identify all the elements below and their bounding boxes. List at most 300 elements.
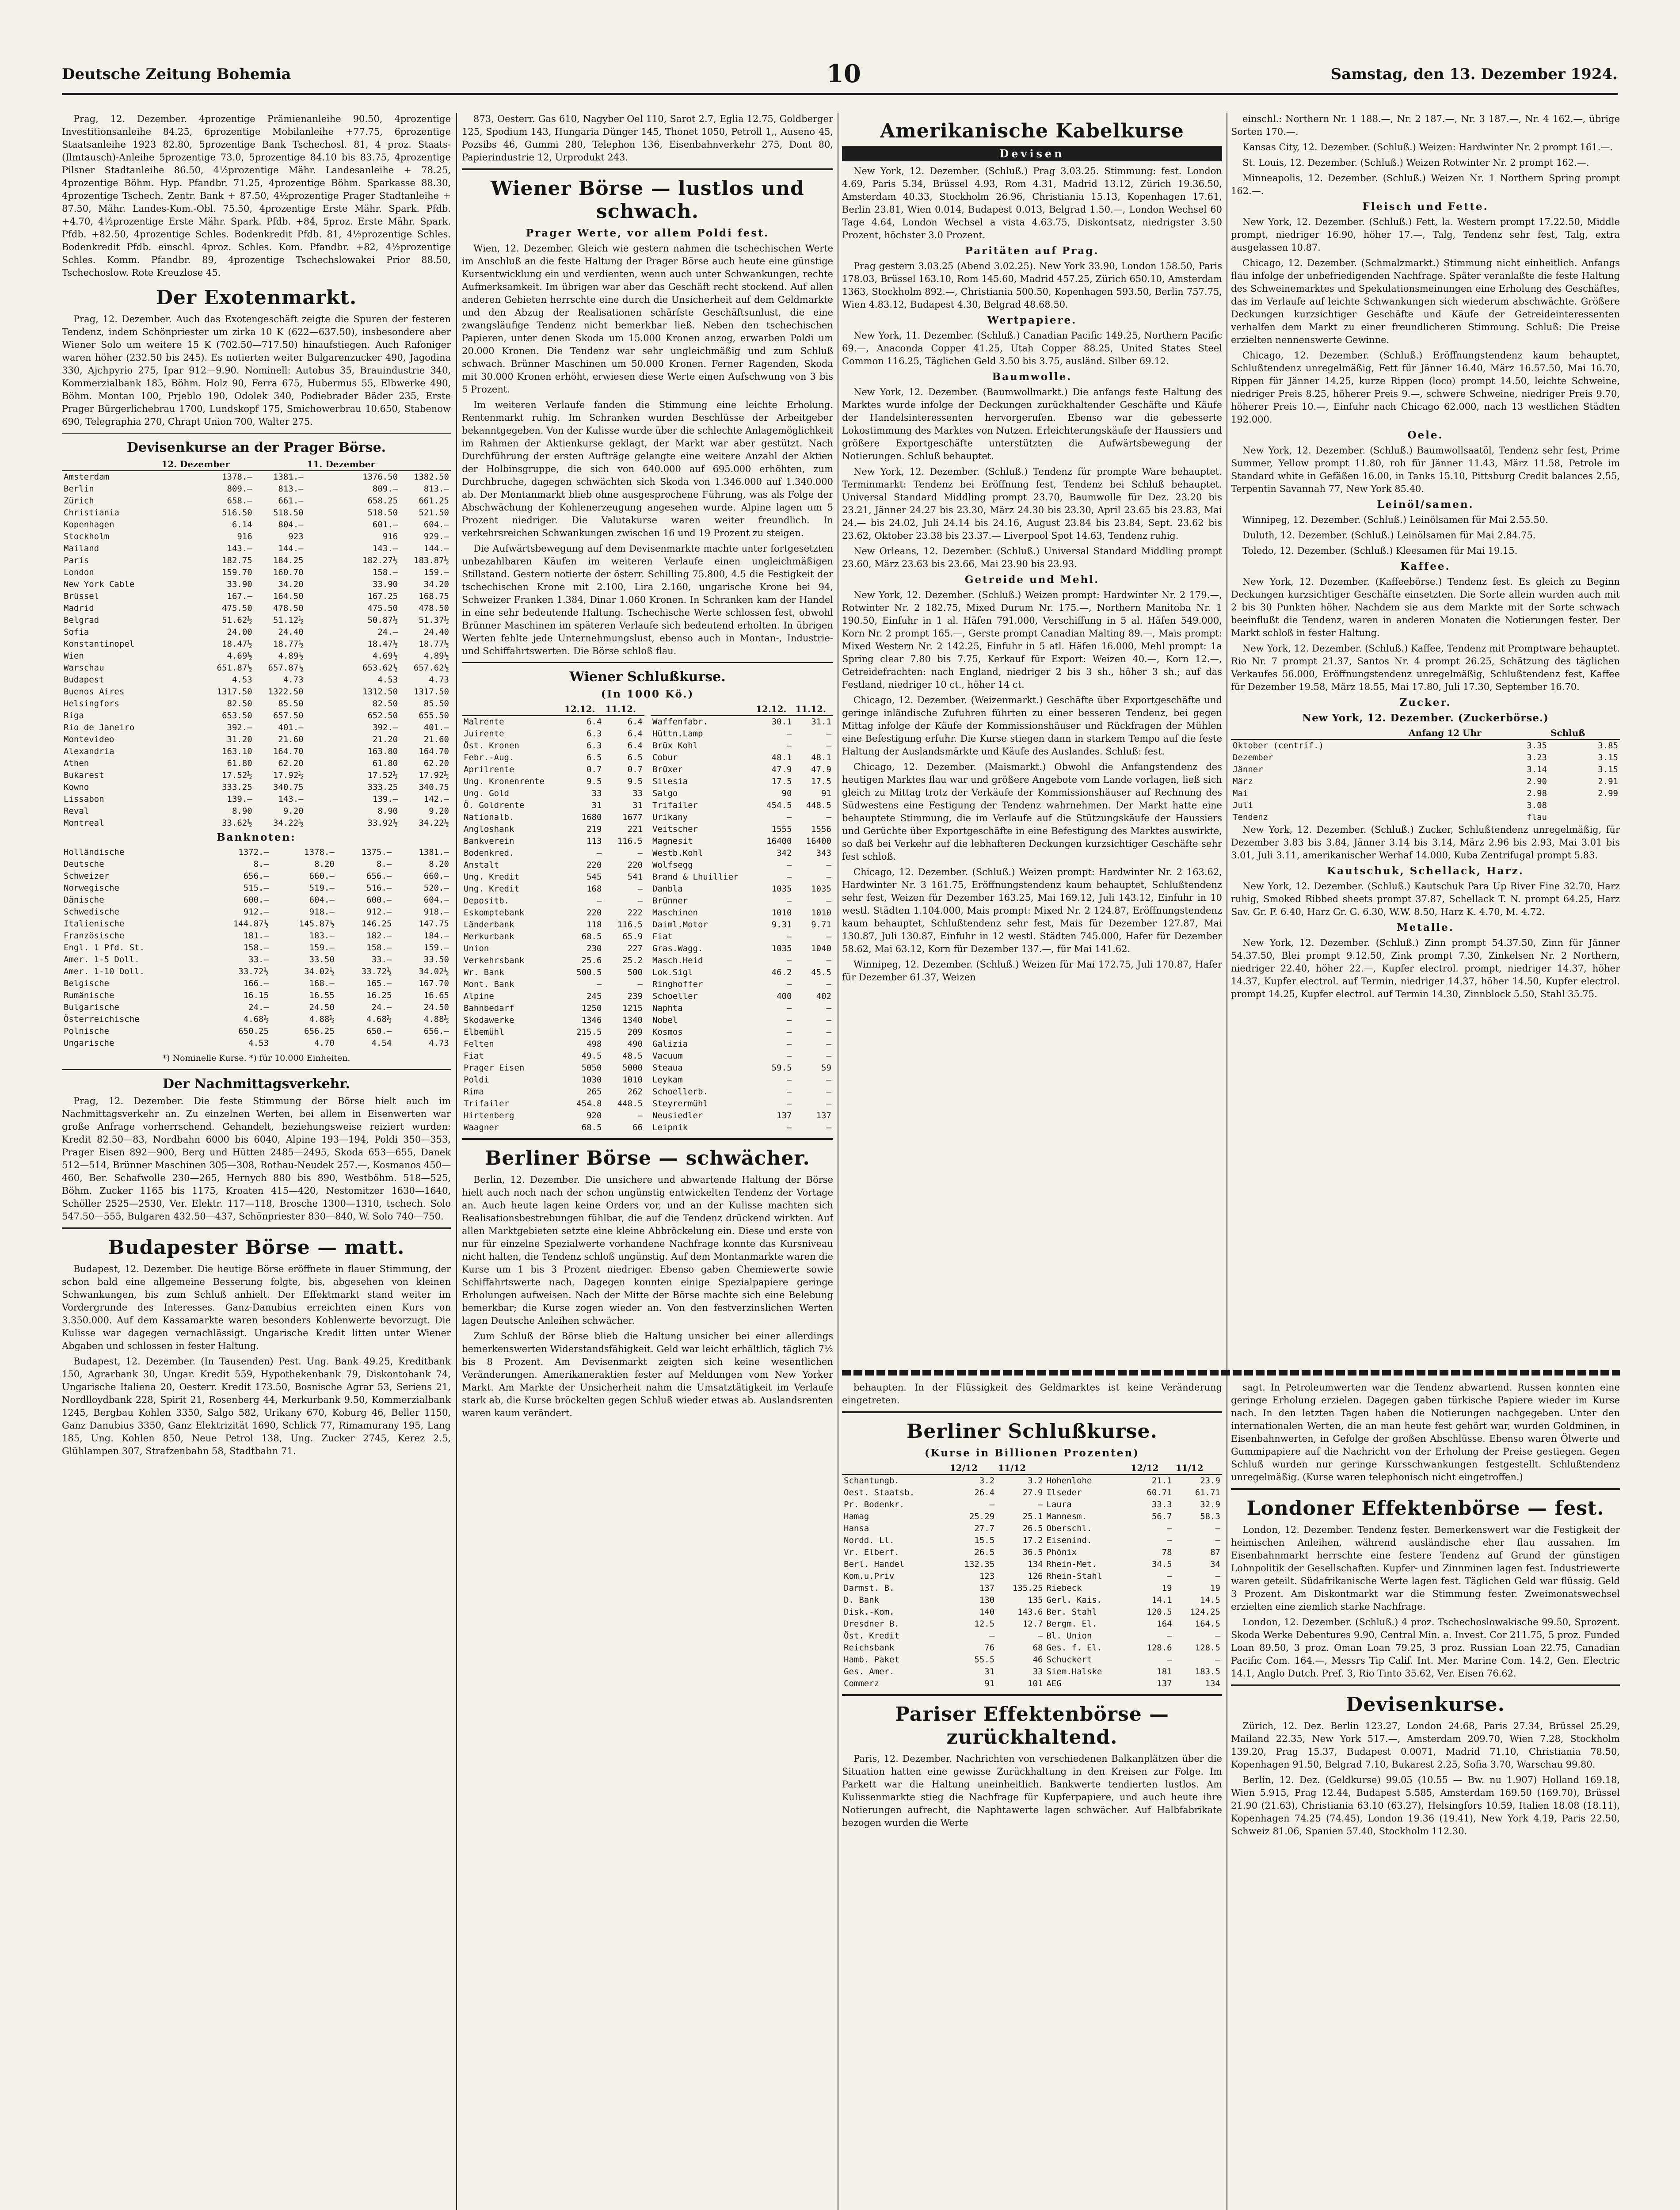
table-row <box>462 800 644 812</box>
table-header-cell: 11/12 <box>1174 1462 1222 1475</box>
table-cell: Stockholm <box>64 532 109 541</box>
table-cell: Brüx Kohl <box>652 741 698 751</box>
table-cell: 604.— <box>309 895 335 905</box>
article-text: Im weiteren Verlaufe fanden die Stimmung eine leichte Erholung. Rentenmarkt ruhig. Im Schranken wurden Beschlüsse der Arbeitgeber bekanntgegeben. Von der Kulisse wurde über die schlechte Anlagemöglichkeit im Rahmen der Aktienkurse geklagt, der Markt war aber gestützt. Nach Durchführung der ersten Aufträge gelangte eine weitere Anzahl der Aktien der Holbinsgruppe, die sich von 640.000 auf 695.000 erhöhten, zum Durchbruche, dagegen schwächten sich Skoda von 1.346.000 auf 1.340.000 ab. Der Montanmarkt blieb ohne ausgesprochene Führung, was als Folge der Abschwächung der Kohlenerzeugung angesehen wurde. Alpine lagen um 5 Prozent niedriger. Die Valutakurse waren weiter freundlich. In verkehrsreichen Schwankungen zwischen 16 und 19 Prozent zu steigen. <box>462 400 833 538</box>
divider <box>462 1138 833 1140</box>
divider <box>1231 1488 1620 1490</box>
table-cell: Mont. Bank <box>464 979 514 989</box>
divider <box>462 168 833 170</box>
table-cell: — <box>1215 1536 1220 1545</box>
table-header-cell <box>651 703 754 716</box>
table-cell: 144.— <box>423 544 449 553</box>
section-bar: Devisen <box>842 146 1222 161</box>
table-cell: 164.5 <box>1195 1619 1220 1629</box>
table-cell: 31.20 <box>227 735 252 744</box>
table-cell: Brand & Lhuillier <box>652 872 739 882</box>
table-row <box>842 1582 1222 1594</box>
table-cell: Schantungb. <box>844 1476 899 1486</box>
table-row <box>842 1666 1222 1678</box>
table-row <box>462 1026 644 1038</box>
table-cell: — <box>1167 1631 1172 1641</box>
table-cell: — <box>826 812 831 822</box>
article-text: Prag, 12. Dezember. 4prozentige Prämienanleihe 90.50, 4prozentige Investitionsanleihe 84.25, 6prozentige Mobilanleihe +77.75, 6prozentige Staatsanleihe 1923 82.80, 5prozentige Bank Tschechosl. 81, 4 proz. Staats-(Ilmtausch)-Anleihe 5prozentige 73.0, 5prozentige 84.10 bis 83.75, 4prozentige Pilsner Stadtanleihe 86.50, 4½prozentige Mähr. Landesanleihe + 78.25, 4prozentige Böhm. Hyp. Pfandbr. 71.25, 4prozentige Böhm. Sparkasse 88.30, 4prozentige Tschech. Zentr. Bank + 87.50, 4½prozentige Prager Stadtanleihe + 87.50, Mähr. Landes-Kom.-Obl. 75.50, 4prozentige Erste Mähr. Spark. Pfdb. +4.70, 4½prozentige Erste Mähr. Spark. Pfdb. +84, 5proz. Erste Mähr. Spark. Pfdb. +82.50, 4prozentige Schles. Bodenkredit Pfdb. 81, 4½prozentige Schles. Bodenkredit Pfdb. einschl. 4proz. Schles. Kom. Pfandbr. +82, 4½prozentige Schles. Komm. Pfandbr. 89, 4prozentige Tschechslowakei Prior 88.50, Tschechoslow. Rote Kreuzlose 45. <box>62 114 451 278</box>
table-cell: 1317.50 <box>413 687 449 697</box>
table-cell: 25.2 <box>622 956 643 965</box>
table-cell: 3.15 <box>1598 753 1618 762</box>
table-cell: 9.71 <box>811 920 831 930</box>
table-cell: 227 <box>627 944 643 953</box>
table-cell: 34.20 <box>423 579 449 589</box>
table-cell: 18.77½ <box>419 639 449 649</box>
table-cell: 68.5 <box>581 1123 602 1132</box>
subheading: Getreide und Mehl. <box>964 574 1100 586</box>
table-cell: — <box>1167 1536 1172 1545</box>
table-cell: 167.70 <box>419 979 449 988</box>
article-text: Toledo, 12. Dezember. (Schluß.) Kleesamen für Mai 19.15. <box>1242 545 1518 556</box>
table-cell: London <box>64 568 94 577</box>
table-cell: 8.90 <box>377 806 398 816</box>
table-row <box>462 835 644 847</box>
table-cell: 33.— <box>371 955 392 964</box>
table-cell: 475.50 <box>367 603 398 613</box>
table-row <box>651 991 833 1002</box>
table-cell: 62.20 <box>278 758 304 768</box>
table-cell: 21.60 <box>423 735 449 744</box>
table-header-cell: 11.12. <box>603 703 644 716</box>
table-cell: 183.5 <box>1195 1667 1220 1677</box>
table-header-cell <box>1044 1462 1129 1475</box>
table-cell: 3.08 <box>1527 800 1547 810</box>
table-cell: 3.2 <box>979 1476 995 1486</box>
table-cell: Poldi <box>464 1075 489 1085</box>
table-cell: 9.20 <box>429 806 449 816</box>
section-heading: Der Exotenmarkt. <box>156 286 357 309</box>
table-row <box>651 871 833 883</box>
table-cell: 50.87½ <box>367 615 398 625</box>
table-cell: 116.5 <box>617 836 643 846</box>
table-cell: — <box>826 860 831 870</box>
table-row <box>842 1511 1222 1523</box>
table-cell: 85.50 <box>278 699 304 709</box>
section-heading: Budapester Börse — matt. <box>108 1236 405 1259</box>
table-row <box>651 1122 833 1134</box>
table-cell: 660.— <box>309 871 335 881</box>
table-cell: 657.62½ <box>413 663 449 673</box>
table-row <box>62 1037 451 1049</box>
table-row <box>462 847 644 859</box>
table-cell: 3.85 <box>1598 741 1618 751</box>
table-cell: 1035 <box>771 884 792 894</box>
table-cell: 262 <box>627 1087 643 1097</box>
table-cell: 61.80 <box>227 758 252 768</box>
table-cell: 31 <box>984 1667 995 1677</box>
table-cell: Nordd. Ll. <box>844 1536 895 1545</box>
table-cell: 160.70 <box>273 568 304 577</box>
banknotes-heading: Banknoten: <box>217 831 296 843</box>
table-row <box>651 776 833 788</box>
table-cell: — <box>1038 1500 1043 1509</box>
table-cell: Schweizer <box>64 871 109 881</box>
table-cell: 401.— <box>278 723 304 732</box>
table-row <box>62 638 451 650</box>
table-cell: 68 <box>1032 1643 1043 1653</box>
subheading: Kautschuk, Schellack, Harz. <box>1327 865 1524 877</box>
table-row <box>651 1074 833 1086</box>
article-text: New York, 11. Dezember. (Schluß.) Canadian Pacific 149.25, Northern Pacific 69.—, Anaconda Copper 41.25, Utah Copper 88.25, United States Steel Common 116.25, Täglichen Geld 3.50 bis 3.75, ausländ. Silber 69.12. <box>842 330 1222 366</box>
table-row <box>651 931 833 943</box>
table-row <box>62 746 451 758</box>
table-cell: Leykam <box>652 1075 683 1085</box>
table-cell: 4.89½ <box>423 651 449 661</box>
table-cell: — <box>786 1003 792 1013</box>
article-text: Chicago, 12. Dezember. (Schluß.) Eröffnungstendenz kaum behauptet, Schlußtendenz unregelmäßig, Fett für Jänner 16.40, März 16.57.50, Mai 16.70, Rippen für Jänner 14.25, kurze Rippen (loco) prompt 14.50, leichte Schweine, niedriger Preis 8.25, höherer Preis 9.—, schwere Schweine, niedriger Preis 9.70, höherer Preis 10.—, Einfuhr nach Chicago 62.000, nach 13 westlichen Städten 192.000. <box>1231 350 1620 425</box>
table-cell: 18.47½ <box>367 639 398 649</box>
table-cell: 135 <box>1028 1595 1043 1605</box>
table-cell: — <box>786 1027 792 1037</box>
running-head <box>62 59 1618 95</box>
table-cell: 145.87½ <box>299 919 335 929</box>
article-text: Zum Schluß der Börse blieb die Haltung unsicher bei einer allerdings bemerkenswerten Widerstandsfähigkeit. Geld war leicht erhältlich, täglich 7½ bis 8 Prozent. Am Devisenmarkt zeigten sich keine wesentlichen Veränderungen. Amerikaneraktien fester auf Meldungen vom New Yorker Markt. Am Markte der Unsicherheit nahm die Umsatztätigkeit im Verlaufe stark ab, die Kurse bröckelten gegen Schluß wieder etwas ab. Auslandsrenten waren kaum verändert. <box>462 1331 833 1418</box>
table-row <box>462 955 644 967</box>
table-cell: 165.— <box>366 979 392 988</box>
table-cell: 1555 <box>771 824 792 834</box>
table-cell: 2.98 <box>1527 789 1547 798</box>
table-cell: 143.— <box>227 544 252 553</box>
section-heading: Amerikanische Kabelkurse <box>880 120 1184 142</box>
table-cell: 215.5 <box>576 1027 602 1037</box>
table-cell: 19 <box>1162 1583 1172 1593</box>
table-cell: 656.— <box>243 871 269 881</box>
table-row <box>62 817 451 829</box>
table-cell: Belgische <box>64 979 109 988</box>
table-cell: Fiat <box>464 1051 484 1061</box>
table-cell: 1312.50 <box>362 687 398 697</box>
table-cell: 164.70 <box>273 747 304 756</box>
table-cell: 34 <box>1210 1559 1220 1569</box>
table-cell: Galizia <box>652 1039 688 1049</box>
table-row <box>62 567 451 579</box>
table-row <box>62 674 451 686</box>
table-cell: 1250 <box>581 1003 602 1013</box>
table-row <box>62 734 451 746</box>
table-header-cell: 11/12 <box>996 1462 1044 1475</box>
table-row <box>651 728 833 740</box>
table-cell: Rhein-Stahl <box>1046 1571 1102 1581</box>
article-text: New York, 12. Dezember. (Schluß.) Fett, la. Western prompt 17.22.50, Middle prompt, niedriger 16.90, höher 17.—, Talg, Tendenz sehr fest, Talg, extra ausgelassen 10.87. <box>1231 217 1620 253</box>
table-cell: 1035 <box>811 884 831 894</box>
table-cell: — <box>786 1039 792 1049</box>
table-cell: Eisenind. <box>1046 1536 1092 1545</box>
table-cell: 27.9 <box>1022 1488 1043 1497</box>
table-cell: 51.37½ <box>419 615 449 625</box>
table-cell: Gerl. Kais. <box>1046 1595 1102 1605</box>
table-cell: 656.— <box>366 871 392 881</box>
table-cell: 34.20 <box>278 579 304 589</box>
table-cell: 343 <box>816 848 831 858</box>
table-cell: AEG <box>1046 1679 1062 1688</box>
table-row <box>62 698 451 710</box>
table-cell: 147.75 <box>419 919 449 929</box>
table-cell: New York Cable <box>64 579 135 589</box>
table-cell: 183.— <box>309 931 335 941</box>
table-cell: 545 <box>587 872 602 882</box>
table-cell: 128.6 <box>1147 1643 1172 1653</box>
table-cell: — <box>786 1015 792 1025</box>
table-cell: 56.7 <box>1151 1512 1172 1521</box>
table-row <box>1231 739 1620 752</box>
table-cell: 6.4 <box>627 729 643 739</box>
table-header-cell <box>62 458 160 471</box>
table-cell: 4.69½ <box>227 651 252 661</box>
article-text: sagt. In Petroleumwerten war die Tendenz abwartend. Russen konnten eine geringe Erholung erzielen. Dagegen gaben türkische Papiere wieder im Kurse nach. In den letzten Tagen haben die Notierungen nachgegeben. Unter den internationalen Werten, die an man heute fest gehört war, wurden Goldminen, in Eisenbahnwerten, in Gefolge der großen Abschlüsse. Ebenso waren Ölwerte und Gummipapiere auf die Nachricht von der Erholung der Preise gestiegen. Gegen Schluß wurden nur geringe Kursschwankungen festgestellt. Schlußtendenz unregelmäßig. (Kurse waren telephonisch nicht eingetroffen.) <box>1231 1382 1620 1482</box>
article-text: Berlin, 12. Dezember. Die unsichere und abwartende Haltung der Börse hielt auch noch nach der schon ungünstig entwickelten Tendenz der Vortage an. Auch heute lagen keine Orders vor, und an der Kulisse machten sich Realisationsbestrebungen fühlbar, die auf die Tendenz drückend wirkten. Auf allen Marktgebieten setzte eine kleine Abbröckelung ein. Diese und erste von nur für einzelne Spezialwerte vorhandene Nachfrage konnte das Kursniveau nicht halten, die Tendenz schloß ungünstig. Auf dem Montanmarkte waren die Kurse um 1 bis 3 Prozent niedriger. Ebenso gaben Chemiewerte sowie Schiffahrtswerte nach. Dagegen konnten einige Spezialpapiere geringe Erholungen aufweisen. Nach der Mitte der Börse machte sich eine Belebung bemerkbar; die Kurse zogen wieder an. Von den festverzinslichen Werten lagen Deutsche Anleihen schwächer. <box>462 1174 833 1326</box>
table-cell: 12.7 <box>1022 1619 1043 1629</box>
article-text: Zürich, 12. Dez. Berlin 123.27, London 24.68, Paris 27.34, Brüssel 25.29, Mailand 22.35, New York 517.—, Amsterdam 209.70, Wien 7.28, Stockholm 139.20, Prag 15.37, Budapest 0.0071, Madrid 71.10, Christiania 78.50, Kopenhagen 91.50, Belgrad 7.10, Bukarest 2.25, Sofia 3.70, Warschau 99.80. <box>1231 1721 1620 1770</box>
table-cell: Waagner <box>464 1123 499 1132</box>
table-cell: 809.— <box>227 484 252 494</box>
page-number: 10 <box>827 59 861 88</box>
table-cell: Madrid <box>64 603 94 613</box>
table-cell: Trifailer <box>652 800 698 810</box>
table-header-cell <box>842 1462 948 1475</box>
table-cell: 658.25 <box>367 496 398 506</box>
table-cell: Buenos Aires <box>64 687 125 697</box>
table-cell: Lok.Sigl <box>652 968 693 977</box>
table-cell: Hamag <box>844 1512 869 1521</box>
table-row <box>462 1038 644 1050</box>
table-cell: 923 <box>288 532 304 541</box>
table-cell: Kowno <box>64 782 89 792</box>
table-row <box>651 1038 833 1050</box>
table-row <box>842 1499 1222 1511</box>
article-text: New York, 12. Dezember. (Schluß.) Kaffee, Tendenz mit Promptware behauptet. Rio Nr. 7 prompt 21.37, Santos Nr. 4 prompt 26.25, Schätzung des täglichen Verkaufes 56.000, Eröffnungstendenz unregelmäßig, Schlußtendenz fest, Kaffee für Dezember 19.58, März 18.55, Mai 17.80, Juli 17.30, September 16.70. <box>1231 643 1620 692</box>
table-row <box>651 847 833 859</box>
table-cell: 159.— <box>423 568 449 577</box>
table-cell: 34.22½ <box>419 818 449 828</box>
table-row <box>462 1074 644 1086</box>
table-cell: 604.— <box>423 520 449 530</box>
column-3-lower <box>842 1381 1222 2210</box>
table-cell: Fiat <box>652 932 673 941</box>
table-cell: 60.71 <box>1147 1488 1172 1497</box>
table-row <box>651 859 833 871</box>
table-cell: Rumänische <box>64 991 114 1000</box>
table-cell: 184.— <box>423 931 449 941</box>
vienna-table-left <box>462 703 644 1134</box>
article-text: New York, 12. Dezember. (Baumwollmarkt.) Die anfangs feste Haltung des Marktes wurde infolge der Deckungen zurückhaltender Geschäfte und Käufe der Handelsinteressenten hervorgerufen. Ebenso war die gebesserte Lokostimmung des Marktes von Nutzen. Erleichterungskäufe der Haussiers und größere Exportgeschäfte unterstützten die Aufwärtsbewegung der Notierungen. Schluß behauptet. <box>842 387 1222 461</box>
table-cell: 167.25 <box>367 591 398 601</box>
table-row <box>1231 812 1620 823</box>
table-cell: 33 <box>1032 1667 1043 1677</box>
table-row <box>651 823 833 835</box>
table-cell: 221 <box>627 824 643 834</box>
table-cell: 24.50 <box>423 1002 449 1012</box>
table-cell: Italienische <box>64 919 125 929</box>
table-row <box>462 1014 644 1026</box>
table-cell: 3.15 <box>1598 765 1618 774</box>
table-cell: 51.62½ <box>222 615 252 625</box>
table-cell: 183.87½ <box>413 556 449 565</box>
table-header-cell <box>1231 727 1407 739</box>
table-cell: — <box>826 1087 831 1097</box>
table-row <box>842 1606 1222 1618</box>
table-cell: 45.5 <box>811 968 831 977</box>
section-heading: Berliner Börse — schwächer. <box>485 1147 810 1170</box>
table-cell: Polnische <box>64 1026 109 1036</box>
table-cell: Öst. Kredit <box>844 1631 899 1641</box>
article-text: Prag, 12. Dezember. Auch das Exotengeschäft zeigte die Spuren der festeren Tendenz, indem Schönpriester um zirka 10 K (622—637.50), insbesondere aber Wiener Solo um weitere 15 K (702.50—717.50) hinaufstiegen. Auch Rafoniger waren höher (232.50 bis 245). Es notierten weiter Bulgarenzucker 490, Jagodina 330, Ajchpyrio 275, Ipar 912—9.90. Nominell: Autobus 35, Brauindustrie 340, Kommerzialbank 185, Böhm. Holz 90, Ferra 675, Hubermus 55, Elbwerke 490, Böhm. Montan 100, Prjeblo 190, Odolek 340, Podiebrader Bäder 235, Erste Prager Bürgerlichebrau 1700, Lundskopf 175, Smichowerbrau 10.650, Stabenow 690, Telegraphia 270, Chrapt Union 700, Walter 275. <box>62 314 451 427</box>
table-cell: 245 <box>587 991 602 1001</box>
table-cell: Paris <box>64 556 89 565</box>
table-cell: — <box>596 848 602 858</box>
divider <box>62 1069 451 1070</box>
table-row <box>62 1025 451 1037</box>
table-header-cell: 11. Dezember <box>305 458 400 471</box>
table-cell: — <box>1167 1571 1172 1581</box>
table-cell: 168.75 <box>419 591 449 601</box>
table-cell: Schoeller <box>652 991 698 1001</box>
table-cell: 6.3 <box>587 729 602 739</box>
table-cell: Reval <box>64 806 89 816</box>
table-cell: Kom.u.Priv <box>844 1571 895 1581</box>
table-cell: 146.25 <box>361 919 392 929</box>
table-cell: Febr.-Aug. <box>464 753 514 762</box>
table-cell: 4.68½ <box>366 1014 392 1024</box>
article-text: Chicago, 12. Dezember. (Schmalzmarkt.) Stimmung nicht einheitlich. Anfangs flau infolge der unbefriedigenden Nachfrage. Später veranlaßte die feste Haltung des Schweinemarktes und Spekulationsmeinungen eine Erholung des Geschäftes, das im Verlaufe auf leichte Schwankungen sich wiederum abschwächte. Größere Deckungen kurzsichtiger Geschäfte und Käufe der Getreideinteressenten verhalfen dem Markt zu einer freundlicheren Stimmung. Schluß: Die Preise erzielten nennenswerte Gewinne. <box>1231 258 1620 345</box>
table-cell: — <box>826 741 831 751</box>
table-cell: 518.50 <box>367 508 398 518</box>
table-cell: 158.— <box>366 943 392 953</box>
table-row <box>62 870 451 882</box>
table-row <box>651 943 833 955</box>
table-cell: 1340 <box>622 1015 643 1025</box>
article-text: New York, 12. Dezember. (Schluß.) Prag 3.03.25. Stimmung: fest. London 4.69, Paris 5.34, Brüssel 4.93, Rom 4.31, Madrid 13.12, Zürich 19.36.50, Amsterdam 40.33, Stockholm 26.96, Christiania 15.13, Kopenhagen 17.61, Berlin 23.81, Wien 0.014, Budapest 0.013, Belgrad 1.50.—, London Wechsel 60 Tage 4.64, London Wechsel a vista 4.63.75, Diskontsatz, niedrigster 3.50 Prozent, höchster 3.0 Prozent. <box>842 166 1222 240</box>
table-row <box>842 1558 1222 1570</box>
table-cell: 660.— <box>423 871 449 881</box>
table-cell: — <box>826 1003 831 1013</box>
table-cell: 475.50 <box>222 603 252 613</box>
table-cell: Brüssel <box>64 591 99 601</box>
table-cell: März <box>1233 777 1253 786</box>
table-row <box>62 930 451 942</box>
table-cell: 402 <box>816 991 831 1001</box>
table-row <box>62 483 451 495</box>
table-cell: — <box>1167 1655 1172 1665</box>
table-cell: Länderbank <box>464 920 514 930</box>
table-cell: 3.14 <box>1527 765 1547 774</box>
table-cell: Anstalt <box>464 860 499 870</box>
table-cell: Aprilrente <box>464 765 514 774</box>
table-cell: Bulgarische <box>64 1002 119 1012</box>
table-cell: 25.29 <box>969 1512 995 1521</box>
article-text: Budapest, 12. Dezember. Die heutige Börse eröffnete in flauer Stimmung, der schon bald eine allgemeine Besserung folgte, bis, abgesehen von kleinen Schwankungen, bis zum Schluß anhielt. Der Effektmarkt stand weiter im Vordergrunde des Interesses. Ganz-Danubius erreichten einen Kurs von 3.350.000. Auf dem Kassamarkte waren besonders Kohlenwerte bevorzugt. Die Kulisse war dagegen vernachlässigt. Ungarische Kredit litten unter Wiener Abgaben und schlossen in fester Haltung. <box>62 1264 451 1351</box>
table-cell: 17.5 <box>811 777 831 786</box>
table-row <box>651 716 833 728</box>
table-cell: 1010 <box>811 908 831 918</box>
table-cell: 126 <box>1028 1571 1043 1581</box>
table-row <box>462 764 644 776</box>
table-cell: Ber. Stahl <box>1046 1607 1097 1617</box>
table-cell: 15.5 <box>974 1536 995 1545</box>
article-text: New York, 12. Dezember. (Schluß.) Zucker, Schlußtendenz unregelmäßig, für Dezember 3.83 bis 3.84, Jänner 3.14 bis 3.14, März 2.96 bis 2.93, Mai 3.01 bis 3.01, Juli 3.11, amerikanischer Werhaf 14.000, Kuba Zentrifugal prompt 5.83. <box>1231 824 1620 861</box>
table-cell: — <box>826 1123 831 1132</box>
table-cell: Dresdner B. <box>844 1619 899 1629</box>
table-cell: Brünner <box>652 896 688 906</box>
table-row <box>651 788 833 800</box>
section-heading: Londoner Effektenbörse — fest. <box>1246 1497 1604 1520</box>
table-cell: 454.5 <box>766 800 792 810</box>
table-row <box>1231 752 1620 764</box>
table-cell: 118 <box>587 920 602 930</box>
table-cell: 4.88½ <box>423 1014 449 1024</box>
article-text: New York, 12. Dezember. (Schluß.) Baumwollsaatöl, Tendenz sehr fest, Prime Summer, Yellow prompt 11.80, roh für Jänner 11.43, März 11.58, Petrole im Standard white in Gefäßen 16.00, in Tanks 15.10, Pittsburg Credit balances 2.55, Terpentin Savannah 77, New York 85.40. <box>1231 445 1620 494</box>
table-row <box>462 1062 644 1074</box>
table-cell: 813.— <box>423 484 449 494</box>
table-row <box>62 978 451 990</box>
table-cell: 66 <box>632 1123 643 1132</box>
table-row <box>651 1086 833 1098</box>
table-cell: Rio de Janeiro <box>64 723 135 732</box>
table-cell: 1010 <box>622 1075 643 1085</box>
table-cell: 515.— <box>243 883 269 893</box>
table-cell: 220 <box>587 908 602 918</box>
table-cell: 26.4 <box>974 1488 995 1497</box>
table-cell: 46.2 <box>771 968 792 977</box>
table-cell: 33 <box>591 789 602 798</box>
table-cell: 32.9 <box>1200 1500 1220 1509</box>
table-cell: Christiania <box>64 508 119 518</box>
table-cell: 78 <box>1162 1547 1172 1557</box>
table-cell: 140 <box>979 1607 995 1617</box>
table-cell: Helsingfors <box>64 699 119 709</box>
table-row <box>62 662 451 674</box>
vienna-table-right <box>651 703 833 1134</box>
table-row <box>1231 776 1620 788</box>
banknotes-table <box>62 846 451 1049</box>
table-cell: 600.— <box>243 895 269 905</box>
table-cell: 1376.50 <box>362 472 398 482</box>
table-cell: — <box>1215 1655 1220 1665</box>
fx-table <box>62 458 451 829</box>
table-row <box>651 740 833 752</box>
table-cell: — <box>826 729 831 739</box>
table-subheading: (In 1000 Kö.) <box>601 688 694 700</box>
table-cell: Öst. Kronen <box>464 741 519 751</box>
table-row <box>462 1086 644 1098</box>
table-cell: 912.— <box>366 907 392 917</box>
table-cell: 918.— <box>423 907 449 917</box>
table-cell: — <box>786 979 792 989</box>
table-cell: 87 <box>1210 1547 1220 1557</box>
column-1 <box>62 113 451 2210</box>
table-cell: 27.7 <box>974 1524 995 1533</box>
table-subheading: (Kurse in Billionen Prozenten) <box>924 1447 1140 1459</box>
table-cell: Juli <box>1233 800 1253 810</box>
table-row <box>62 1002 451 1014</box>
table-cell: Belgrad <box>64 615 99 625</box>
table-cell: Holländische <box>64 847 125 857</box>
table-cell: 55.5 <box>974 1655 995 1665</box>
table-cell: Silesia <box>652 777 688 786</box>
table-cell: 33.92½ <box>367 818 398 828</box>
table-row <box>62 966 451 978</box>
table-cell: Berlin <box>64 484 94 494</box>
table-cell: 17.2 <box>1022 1536 1043 1545</box>
table-cell: 34.02½ <box>304 967 335 976</box>
table-cell: Mannesm. <box>1046 1512 1087 1521</box>
table-cell: Norwegische <box>64 883 119 893</box>
table-cell: Hamb. Paket <box>844 1655 899 1665</box>
